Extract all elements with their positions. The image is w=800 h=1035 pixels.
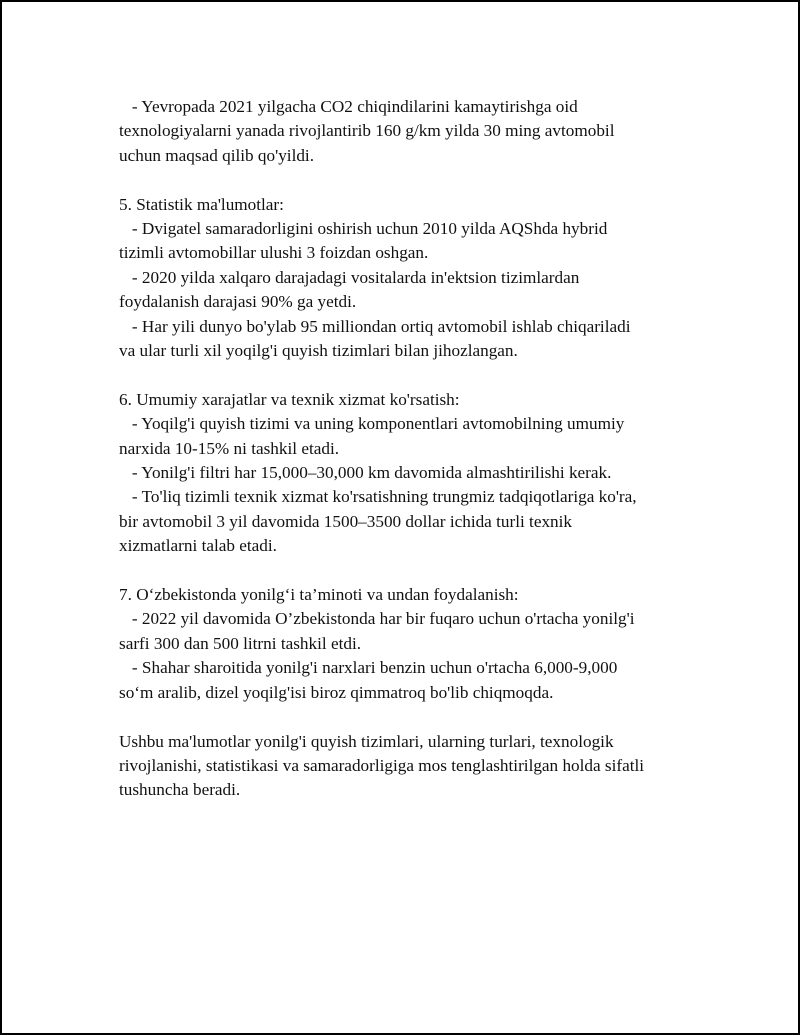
text-line: Ushbu ma'lumotlar yonilg'i quyish tizimlari, ularning turlari, texnologik — [119, 731, 614, 751]
section-costs-maintenance — [119, 388, 699, 559]
section-heading: 6. Umumiy xarajatlar va texnik xizmat ko'rsatish: — [119, 389, 460, 409]
document-body — [119, 95, 699, 827]
text-line: - Yevropada 2021 yilgacha CO2 chiqindilarini kamaytirishga oid — [119, 97, 578, 116]
text-line: sarfi 300 dan 500 litrni tashkil etdi. — [119, 633, 362, 653]
section-statistics — [119, 193, 699, 364]
text-line: tizimli avtomobillar ulushi 3 foizdan oshgan. — [119, 243, 429, 263]
section-uzbekistan-fuel — [119, 583, 699, 705]
text-line: - Har yili dunyo bo'ylab 95 milliondan ortiq avtomobil ishlab chiqariladi — [119, 316, 631, 336]
section-heading: 5. Statistik ma'lumotlar: — [119, 194, 284, 214]
intro-paragraph — [119, 95, 699, 168]
text-line: narxida 10-15% ni tashkil etadi. — [119, 438, 340, 458]
text-line: va ular turli xil yoqilg'i quyish tizimlari bilan jihozlangan. — [119, 341, 518, 361]
text-line: tushuncha beradi. — [119, 780, 241, 800]
text-line: so‘m aralib, dizel yoqilg'isi biroz qimmatroq bo'lib chiqmoqda. — [119, 682, 554, 702]
text-line: uchun maqsad qilib qo'yildi. — [119, 145, 315, 165]
text-line: - Yonilg'i filtri har 15,000–30,000 km davomida almashtirilishi kerak. — [119, 463, 612, 483]
text-line: bir avtomobil 3 yil davomida 1500–3500 dollar ichida turli texnik — [119, 511, 573, 531]
text-line: rivojlanishi, statistikasi va samaradorligiga mos tenglashtirilgan holda sifatli — [119, 755, 645, 775]
text-line: - Shahar sharoitida yonilg'i narxlari benzin uchun o'rtacha 6,000-9,000 — [119, 658, 618, 678]
text-line: foydalanish darajasi 90% ga yetdi. — [119, 292, 357, 312]
text-line: - 2020 yilda xalqaro darajadagi vositalarda in'ektsion tizimlardan — [119, 267, 580, 287]
text-line: - To'liq tizimli texnik xizmat ko'rsatishning trungmiz tadqiqotlariga ko'ra, — [119, 487, 637, 507]
text-line: - Yoqilg'i quyish tizimi va uning komponentlari avtomobilning umumiy — [119, 414, 625, 434]
text-line: - Dvigatel samaradorligini oshirish uchun 2010 yilda AQShda hybrid — [119, 219, 608, 239]
conclusion-paragraph — [119, 730, 699, 803]
text-line: texnologiyalarni yanada rivojlantirib 160 g/km yilda 30 ming avtomobil — [119, 121, 615, 141]
text-line: xizmatlarni talab etadi. — [119, 536, 277, 556]
section-heading: 7. O‘zbekistonda yonilg‘i ta’minoti va undan foydalanish: — [119, 585, 519, 605]
text-line: - 2022 yil davomida O’zbekistonda har bir fuqaro uchun o'rtacha yonilg'i — [119, 609, 635, 629]
